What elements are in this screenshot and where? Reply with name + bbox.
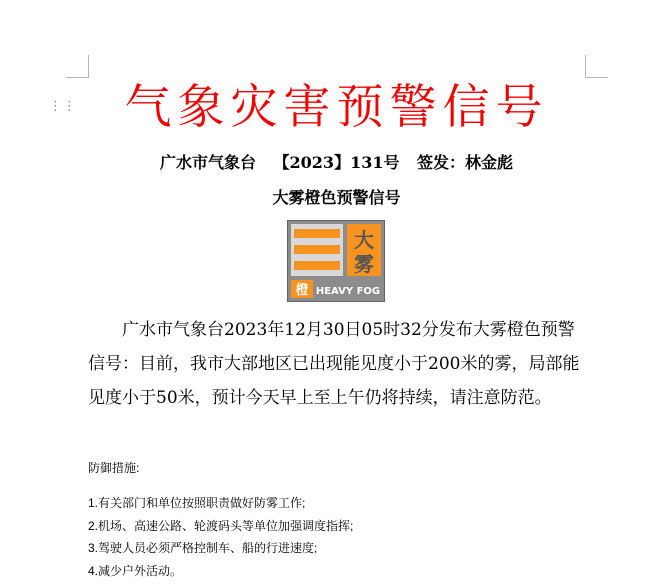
measures-list: [88, 492, 353, 582]
page-corner-mark-left: [66, 55, 89, 78]
issuer: 广水市气象台: [159, 153, 256, 172]
measures-title: 防御措施:: [88, 461, 140, 475]
warning-subtitle: 大雾橙色预警信号: [272, 188, 401, 207]
list-item: 1.有关部门和单位按照职责做好防雾工作;: [88, 496, 306, 510]
doc-number: 【2023】131号: [273, 153, 400, 172]
signal-icon-graphic: [287, 220, 385, 302]
document-meta-line: [88, 150, 585, 176]
heavy-fog-orange-signal-icon: [287, 220, 385, 302]
drag-handle-icon[interactable]: ⋮⋮: [49, 99, 77, 114]
list-item: 4.减少户外活动。: [88, 563, 183, 578]
list-item: 3.驾驶人员必须严格控制车、船的行进速度;: [88, 541, 318, 555]
signer: 签发：林金彪: [417, 153, 514, 172]
signal-char-top: 大: [354, 228, 374, 252]
signal-english-label: HEAVY FOG: [315, 286, 381, 297]
warning-body-text: [88, 313, 586, 415]
signal-level-char: 橙: [295, 283, 309, 298]
list-item: 2.机场、高速公路、轮渡码头等单位加强调度指挥;: [88, 518, 354, 533]
document-title: 气象灾害预警信号: [124, 80, 549, 135]
signal-char-bottom: 雾: [354, 252, 374, 276]
warning-body: 广水市气象台2023年12月30日05时32分发布大雾橙色预警信号：目前，我市大部地区已出现能见度小于200米的雾，局部能见度小于50米，预计今天早上至上午仍将持续，请注意防范。: [88, 320, 580, 408]
page-corner-mark-right: [585, 55, 608, 78]
